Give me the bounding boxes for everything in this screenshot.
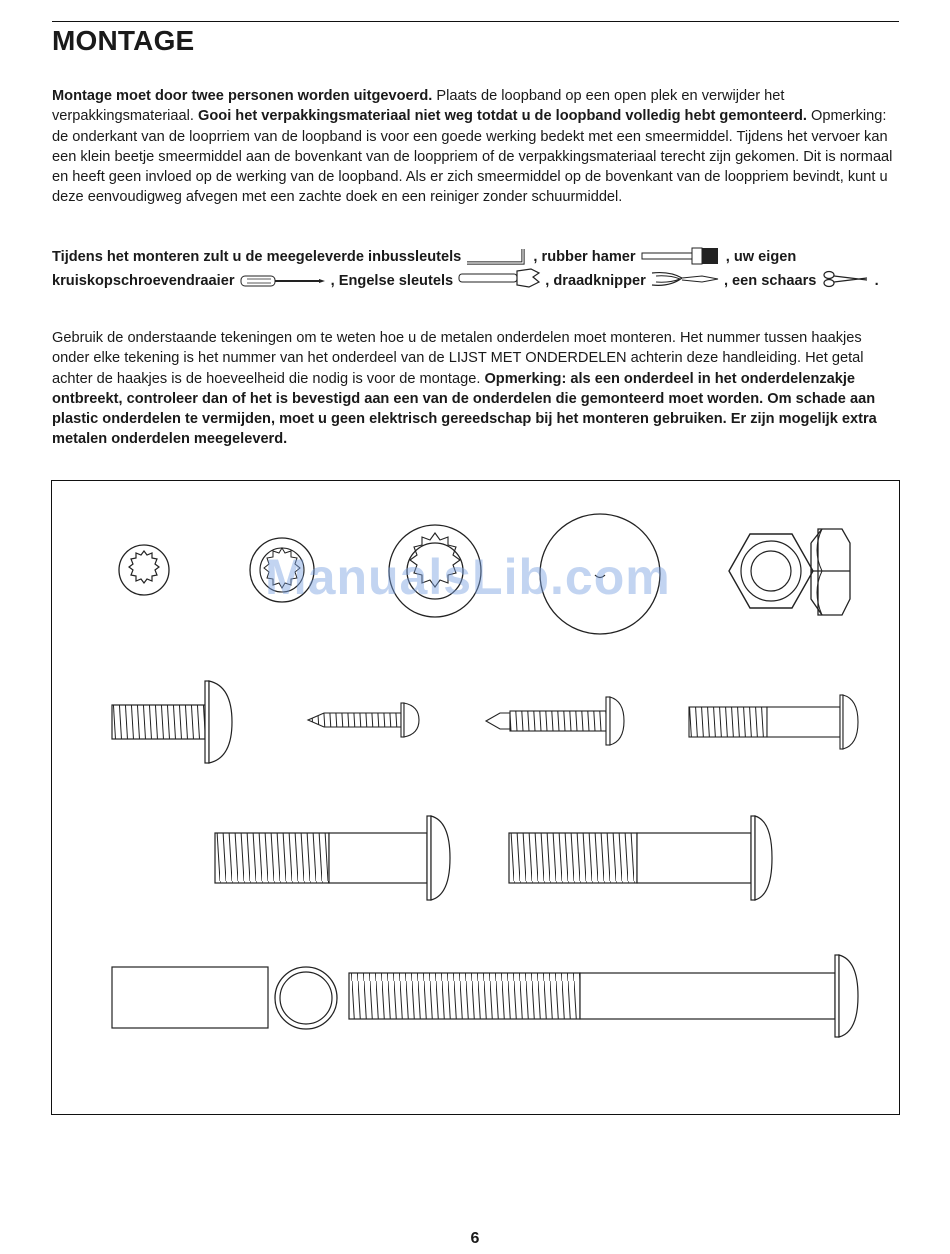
page-number: 6 bbox=[470, 1230, 480, 1247]
tools-text-3: , uw eigen kruiskopschroevendraaier bbox=[52, 249, 797, 290]
button-bolt-medium-icon bbox=[215, 816, 450, 900]
self-tapping-screw-icon bbox=[308, 703, 419, 737]
hardware-note-paragraph bbox=[52, 328, 902, 450]
intro-bold-1: Montage moet door twee personen worden uitgevoerd. bbox=[52, 88, 433, 104]
self-drilling-screw-icon bbox=[486, 697, 624, 745]
button-bolt-short-icon bbox=[112, 681, 232, 763]
scissors-icon bbox=[821, 269, 871, 289]
button-bolt-long-icon bbox=[349, 955, 858, 1037]
intro-text-2: Opmerking: de onderkant van de looprriem van de loopband is voor een goede werking bedekt met een smeermiddel. Tijdens het vervoer kan een klein beetje smeermiddel aan de bovenkant van de looppriem of de verpakkingsmateriaal terecht zijn gekomen. Dit is normaal en heeft geen invloed op de werking van de loopband. Als er zich smeermiddel op de bovenkant van de looppriem bevindt, kunt u deze eenvoudigweg afvegen met een zachte doek en een reiniger zonder schuurmiddel. bbox=[52, 108, 893, 206]
tools-text-2: , rubber hamer bbox=[533, 249, 636, 265]
allen-wrench-icon bbox=[465, 247, 529, 265]
star-washer-small-icon bbox=[119, 545, 169, 595]
intro-bold-2: Gooi het verpakkingsmateriaal niet weg totdat u de loopband volledig hebt gemonteerd. bbox=[198, 108, 807, 125]
wire-cutter-icon bbox=[650, 269, 720, 289]
spacer-icon bbox=[112, 967, 268, 1028]
tools-paragraph bbox=[52, 247, 902, 292]
tools-text-4: , Engelse sleutels bbox=[330, 273, 454, 290]
watermark: ManualsLib.com bbox=[265, 549, 671, 605]
intro-paragraph bbox=[52, 86, 902, 208]
hardware-note-text: Gebruik de onderstaande tekeningen om te weten hoe u de metalen onderdelen moet monteren. Het nummer tussen haakjes onder elke tekening is het nummer van het onderdeel van de LIJST MET ONDERDELEN achterin deze handleiding. Het getal achter de haakjes is de hoeveelheid die nodig is voor de montage. bbox=[52, 330, 864, 387]
adjustable-wrench-icon bbox=[457, 267, 541, 289]
hardware-note-bold: Opmerking: als een onderdeel in het onderdelenzakje ontbreekt, controleer dan of het is bevestigd aan een van de onderdelen die gemonteerd moet worden. Om schade aan plastic onderdelen te vermijden, moet u geen elektrisch gereedschap bij het monteren gebruiken. Er zijn mogelijk extra metalen onderdelen meegeleverd. bbox=[52, 370, 877, 448]
button-bolt-medium-2-icon bbox=[509, 816, 772, 900]
tools-text-7: . bbox=[874, 273, 879, 290]
ring-icon bbox=[275, 967, 337, 1029]
screwdriver-icon bbox=[239, 273, 327, 289]
tools-text-6: , een schaars bbox=[723, 273, 817, 290]
tools-text-1: Tijdens het monteren zult u de meegeleverde inbussleutels bbox=[52, 249, 462, 265]
top-rule bbox=[52, 21, 899, 22]
hex-nut-icon bbox=[729, 534, 813, 608]
page-title: MONTAGE bbox=[52, 25, 195, 56]
lag-bolt-icon bbox=[689, 695, 858, 749]
rubber-hammer-icon bbox=[640, 247, 722, 265]
nylon-nut-icon bbox=[811, 529, 850, 615]
tools-text-5: , draadknipper bbox=[545, 273, 646, 290]
intro-text-1: Plaats de loopband op een open plek en verwijder het verpakkingsmateriaal. bbox=[52, 88, 785, 125]
